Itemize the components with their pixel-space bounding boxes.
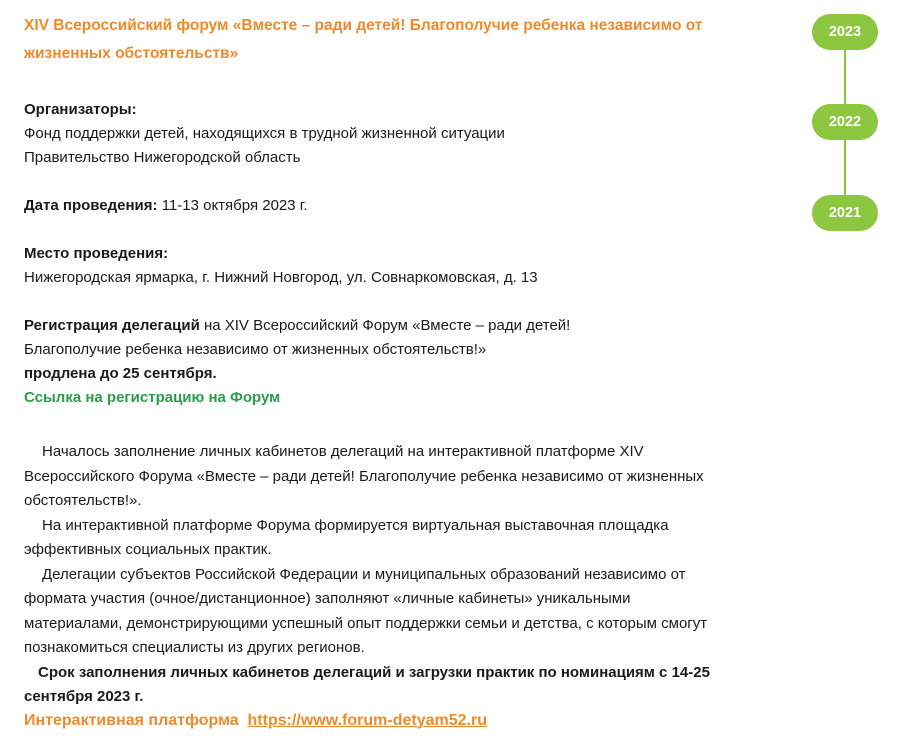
forum-title: XIV Всероссийский форум «Вместе – ради детей! Благополучие ребенка независимо от жизненных обстоятельств» — [24, 17, 703, 62]
registration-block — [24, 314, 644, 410]
organizers-label: Организаторы: — [24, 101, 137, 118]
venue-label: Место проведения: — [24, 245, 169, 262]
registration-label: Регистрация делегаций — [24, 317, 200, 334]
platform-paragraph-3: Делегации субъектов Российской Федерации и муниципальных образований независимо от формата участия (очное/дистанционное) заполняют «личные кабинеты» уникальными материалами, демонстрирующими успешный опыт поддержки семьи и детства, с которым смогут познакомиться специалисты из других регионов. — [24, 565, 708, 656]
organizer-item: Фонд поддержки детей, находящихся в трудной жизненной ситуации — [24, 125, 505, 142]
organizer-item: Правительство Нижегородской область — [24, 149, 301, 166]
organizers-block — [24, 98, 764, 170]
forum-article — [24, 12, 764, 730]
platform-label: Интерактивная платформа — [24, 711, 239, 729]
venue-block — [24, 242, 764, 290]
year-pill-2021[interactable]: 2021 — [812, 195, 878, 231]
year-timeline — [812, 12, 878, 232]
platform-paragraph-1: Началось заполнение личных кабинетов делегаций на интерактивной платформе XIV Всероссийского Форума «Вместе – ради детей! Благополучие ребенка независимо от жизненных обстоятельств!». — [24, 443, 704, 509]
registration-deadline: продлена до 25 сентября. — [24, 365, 217, 382]
registration-link[interactable]: Ссылка на регистрацию на Форум — [24, 389, 281, 406]
date-label: Дата проведения: — [24, 197, 158, 214]
deadline-paragraph: Срок заполнения личных кабинетов делегаций и загрузки практик по номинациям с 14-25 сентября 2023 г. — [24, 663, 710, 705]
venue-value: Нижегородская ярмарка, г. Нижний Новгород, ул. Совнаркомовская, д. 13 — [24, 269, 538, 286]
year-pill-2022[interactable]: 2022 — [812, 104, 878, 140]
date-block — [24, 194, 764, 218]
platform-link-line — [24, 712, 764, 730]
year-pill-2023[interactable]: 2023 — [812, 14, 878, 50]
date-value: 11-13 октября 2023 г. — [157, 197, 308, 214]
platform-url-link[interactable]: https://www.forum-detyam52.ru — [247, 711, 487, 729]
registration-text: на XIV Всероссийский Форум «Вместе – ради детей! Благополучие ребенка независимо от жизненных обстоятельств!» — [24, 317, 571, 358]
platform-paragraph-2: На интерактивной платформе Форума формируется виртуальная выставочная площадка эффективных социальных практик. — [24, 516, 669, 558]
